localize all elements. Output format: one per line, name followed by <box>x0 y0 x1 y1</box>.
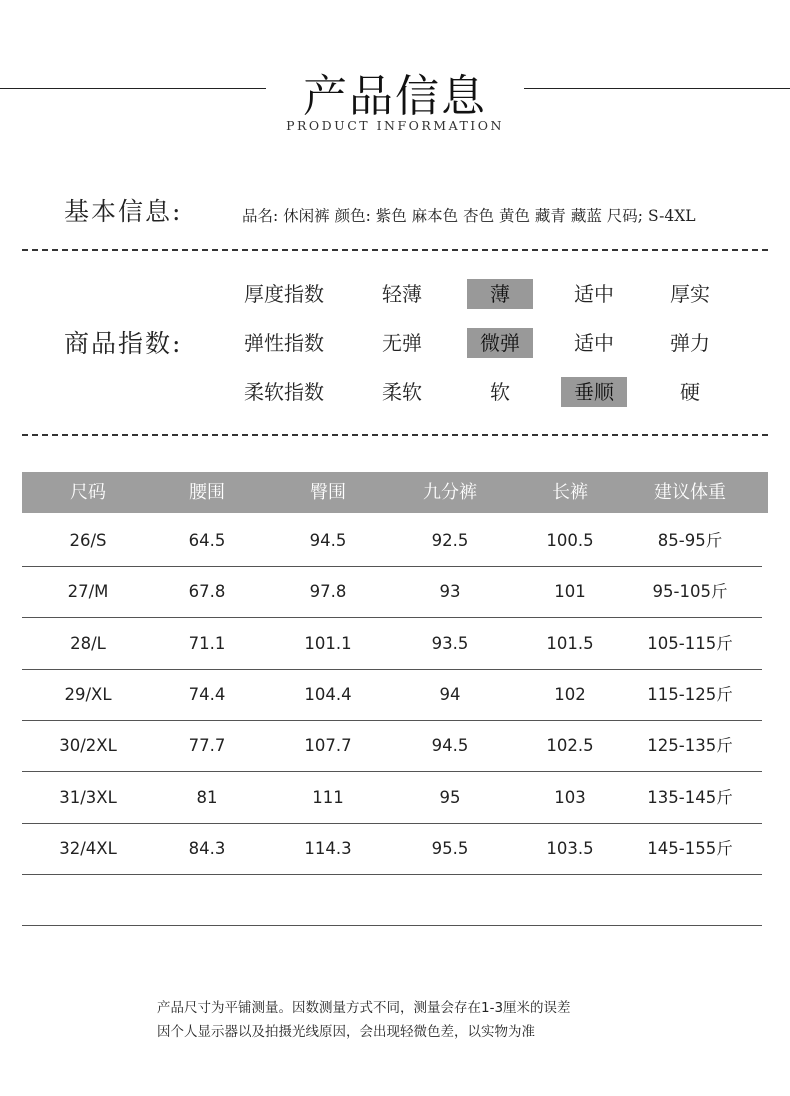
table-cell: 107.7 <box>304 736 352 756</box>
note-line-2: 因个人显示器以及拍摄光线原因，会出现轻微色差，以实物为准 <box>157 1024 535 1040</box>
table-cell: 30/2XL <box>59 736 117 756</box>
table-cell: 135-145斤 <box>647 787 733 807</box>
table-row-empty <box>22 874 762 926</box>
column-header: 建议体重 <box>654 482 726 503</box>
index-option: 适中 <box>574 331 614 355</box>
table-cell: 104.4 <box>304 684 352 704</box>
page-subtitle: PRODUCT INFORMATION <box>286 118 504 133</box>
table-cell: 29/XL <box>64 684 112 704</box>
table-cell: 32/4XL <box>59 838 117 858</box>
index-option: 适中 <box>574 282 614 306</box>
divider-dashed-1 <box>22 249 768 251</box>
index-option: 硬 <box>680 380 700 404</box>
column-header: 尺码 <box>70 482 106 503</box>
table-cell: 92.5 <box>431 531 469 550</box>
table-cell: 101.1 <box>304 633 352 653</box>
table-row <box>22 669 762 721</box>
table-row <box>22 618 762 670</box>
table-cell: 105-115斤 <box>647 633 733 653</box>
index-option: 无弹 <box>382 331 422 355</box>
table-row <box>22 720 762 772</box>
table-cell: 97.8 <box>309 582 347 602</box>
table-cell: 84.3 <box>188 838 226 858</box>
table-row <box>22 515 762 567</box>
table-row <box>22 566 762 618</box>
column-header: 九分裤 <box>423 482 477 503</box>
column-header: 臀围 <box>310 482 346 503</box>
divider-dashed-2 <box>22 434 768 436</box>
index-option: 柔软 <box>382 380 422 404</box>
table-row <box>22 772 762 824</box>
index-option-selected: 垂顺 <box>561 377 627 407</box>
table-cell: 94.5 <box>431 736 469 756</box>
table-cell: 27/M <box>67 582 109 602</box>
index-name: 弹性指数 <box>244 331 324 355</box>
table-cell: 145-155斤 <box>647 838 733 858</box>
note-line-1: 产品尺寸为平铺测量。因数测量方式不同，测量会存在1-3厘米的误差 <box>157 1000 571 1016</box>
table-cell: 94 <box>439 684 461 704</box>
page-title: 产品信息 <box>303 71 487 122</box>
table-cell: 31/3XL <box>59 787 117 807</box>
table-cell: 102 <box>554 684 586 704</box>
table-cell: 125-135斤 <box>647 736 733 756</box>
table-cell: 28/L <box>70 633 106 653</box>
table-cell: 85-95斤 <box>657 531 723 550</box>
column-header: 腰围 <box>189 482 225 503</box>
size-table-header <box>22 472 768 513</box>
table-cell: 102.5 <box>546 736 594 756</box>
table-cell: 114.3 <box>304 838 352 858</box>
table-row <box>22 823 762 875</box>
index-option: 厚实 <box>670 282 710 306</box>
index-option-selected: 薄 <box>467 279 533 309</box>
index-option: 弹力 <box>670 331 710 355</box>
index-option: 软 <box>490 380 510 404</box>
indices-label: 商品指数: <box>64 329 183 358</box>
table-cell: 101.5 <box>546 633 594 653</box>
basic-info-label: 基本信息: <box>64 197 183 226</box>
table-cell: 93 <box>439 582 461 602</box>
table-cell: 95-105斤 <box>652 582 728 602</box>
table-cell: 103.5 <box>546 838 594 858</box>
table-cell: 115-125斤 <box>647 684 733 704</box>
table-cell: 71.1 <box>188 633 226 653</box>
table-cell: 93.5 <box>431 633 469 653</box>
table-cell: 77.7 <box>188 736 226 756</box>
table-cell: 74.4 <box>188 684 226 704</box>
column-header: 长裤 <box>552 482 588 503</box>
basic-info-text: 品名: 休闲裤 颜色: 紫色 麻本色 杏色 黄色 藏青 藏蓝 尺码; S-4XL <box>242 207 696 225</box>
table-cell: 101 <box>554 582 586 602</box>
table-cell: 64.5 <box>188 531 226 550</box>
table-cell: 67.8 <box>188 582 226 602</box>
table-cell: 95.5 <box>431 838 469 858</box>
table-cell: 95 <box>439 787 461 807</box>
index-option: 轻薄 <box>382 282 422 306</box>
table-cell: 111 <box>312 787 344 807</box>
table-cell: 94.5 <box>309 531 347 550</box>
table-cell: 81 <box>196 787 218 807</box>
index-name: 厚度指数 <box>244 282 324 306</box>
table-cell: 26/S <box>69 531 107 550</box>
table-cell: 103 <box>554 787 586 807</box>
table-cell: 100.5 <box>546 531 594 550</box>
index-option-selected: 微弹 <box>467 328 533 358</box>
index-name: 柔软指数 <box>244 380 324 404</box>
